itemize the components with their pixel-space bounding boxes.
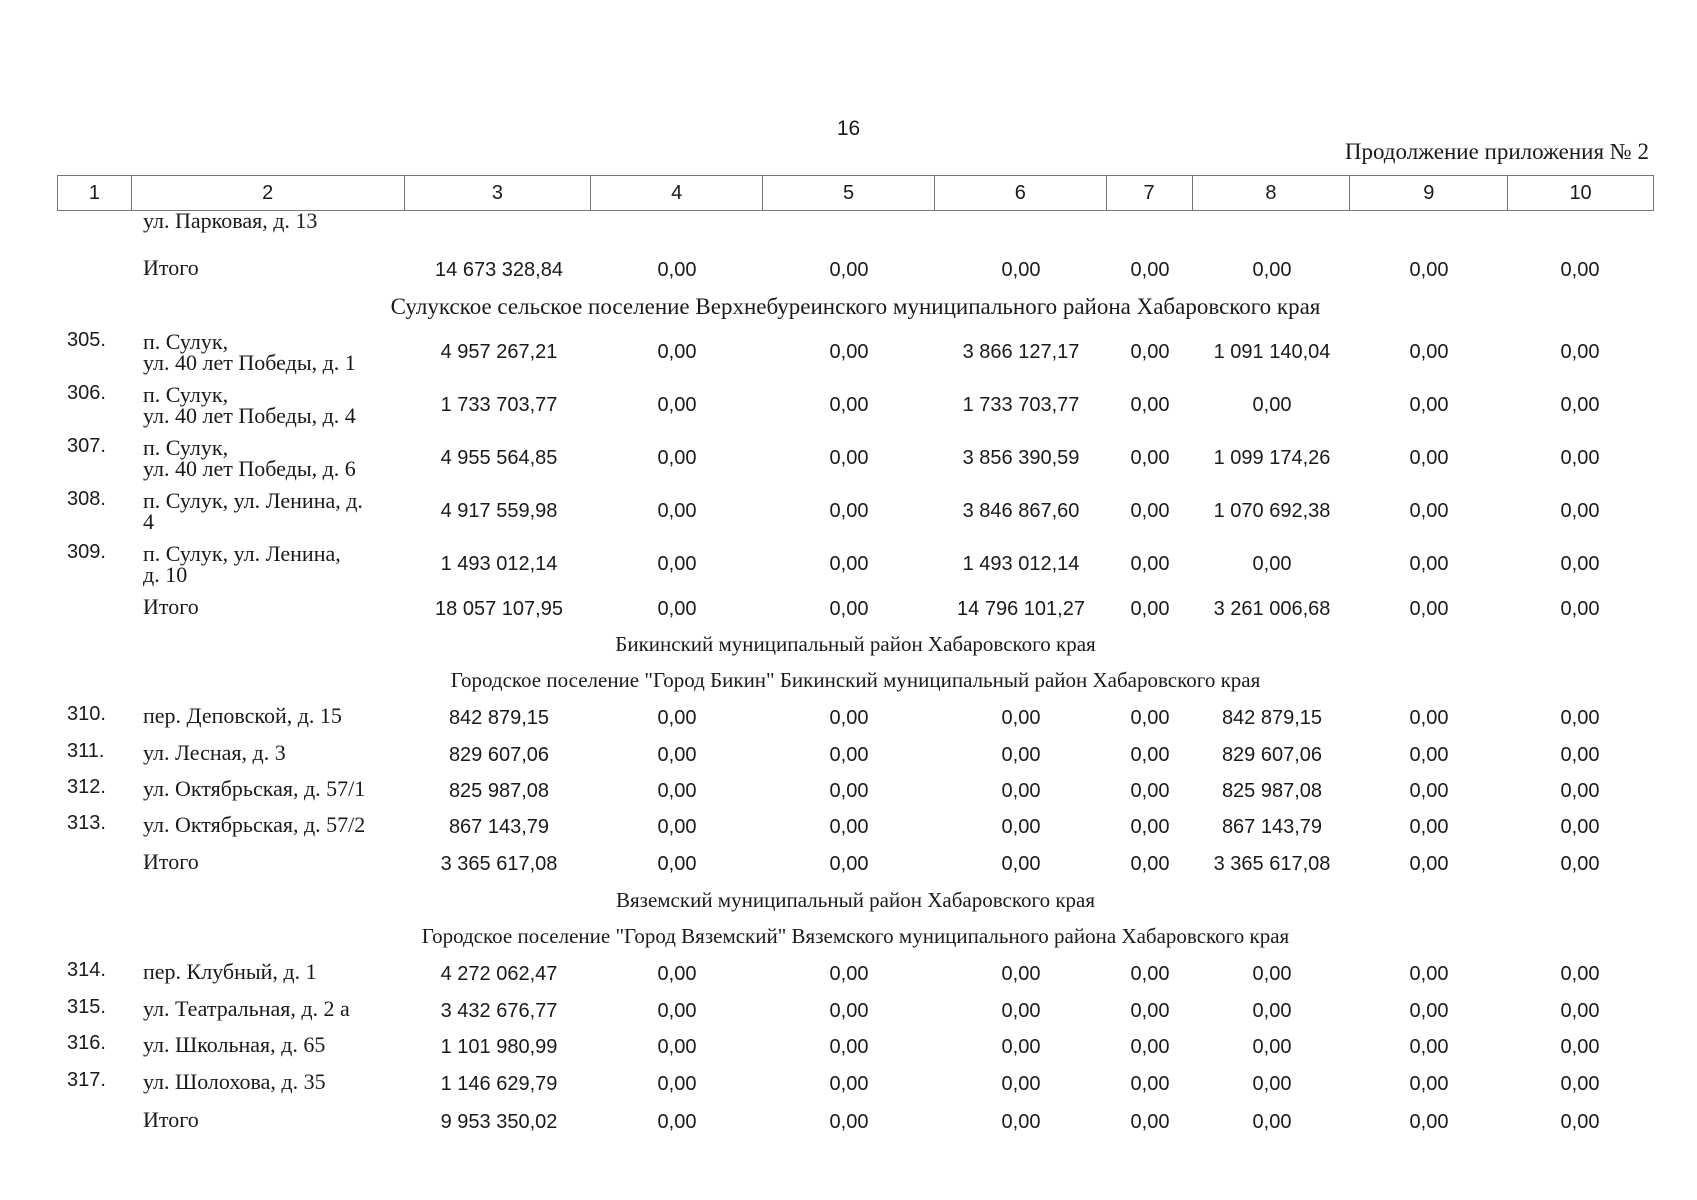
- value-cell-col-8: 842 879,15: [1221, 707, 1323, 729]
- value-cell-col-4: 0,00: [657, 259, 697, 281]
- value-cell-col-9: 0,00: [1409, 963, 1449, 985]
- value-cell-col-8: 0,00: [1252, 1073, 1292, 1095]
- value-cell-col-5: 0,00: [829, 707, 869, 729]
- value-cell-col-9: 0,00: [1409, 707, 1449, 729]
- section-title: Городское поселение "Город Бикин" Бикинский муниципальный район Хабаровского края: [450, 668, 1261, 692]
- value-cell-col-3: 842 879,15: [448, 707, 550, 729]
- value-cell-col-6: 1 493 012,14: [962, 553, 1080, 575]
- value-cell-col-8: 825 987,08: [1221, 780, 1323, 802]
- value-cell-col-5: 0,00: [829, 1073, 869, 1095]
- value-cell-col-4: 0,00: [657, 963, 697, 985]
- value-cell-col-3: 4 955 564,85: [440, 447, 558, 469]
- value-cell-col-3: 3 365 617,08: [440, 853, 558, 875]
- row-number: 315.: [67, 996, 106, 1018]
- value-cell-col-6: 14 796 101,27: [957, 598, 1085, 620]
- value-cell-col-9: 0,00: [1409, 816, 1449, 838]
- value-cell-col-7: 0,00: [1130, 598, 1170, 620]
- value-cell-col-7: 0,00: [1130, 963, 1170, 985]
- header-col-7: 7: [1107, 176, 1193, 210]
- value-cell-col-8: 0,00: [1252, 1036, 1292, 1058]
- value-cell-col-10: 0,00: [1560, 259, 1600, 281]
- address-line: п. Сулук,: [143, 329, 229, 354]
- value-cell-col-7: 0,00: [1130, 259, 1170, 281]
- value-cell-col-4: 0,00: [657, 816, 697, 838]
- value-cell-col-7: 0,00: [1130, 447, 1170, 469]
- value-cell-col-3: 4 272 062,47: [440, 963, 558, 985]
- address-line: ул. 40 лет Победы, д. 6: [143, 456, 356, 481]
- value-cell-col-7: 0,00: [1130, 707, 1170, 729]
- value-cell-col-5: 0,00: [829, 500, 869, 522]
- value-cell-col-5: 0,00: [829, 1111, 869, 1133]
- value-cell-col-5: 0,00: [829, 447, 869, 469]
- value-cell-col-9: 0,00: [1409, 341, 1449, 363]
- value-cell-col-3: 1 146 629,79: [440, 1073, 558, 1095]
- row-number: 316.: [67, 1032, 106, 1054]
- value-cell-col-5: 0,00: [829, 963, 869, 985]
- table-row: [57, 740, 1654, 770]
- address-line: п. Сулук,: [143, 382, 229, 407]
- value-cell-col-8: 0,00: [1252, 963, 1292, 985]
- row-number: 311.: [67, 740, 105, 762]
- header-col-3: 3: [405, 176, 592, 210]
- header-col-9: 9: [1350, 176, 1508, 210]
- value-cell-col-5: 0,00: [829, 341, 869, 363]
- value-cell-col-9: 0,00: [1409, 553, 1449, 575]
- value-cell-col-8: 1 091 140,04: [1213, 341, 1331, 363]
- row-number: 309.: [67, 541, 106, 563]
- address-line: ул. 40 лет Победы, д. 4: [143, 403, 356, 428]
- value-cell-col-10: 0,00: [1560, 394, 1600, 416]
- value-cell-col-9: 0,00: [1409, 394, 1449, 416]
- value-cell-col-7: 0,00: [1130, 1000, 1170, 1022]
- address-line: п. Сулук, ул. Ленина,: [143, 541, 341, 566]
- value-cell-col-10: 0,00: [1560, 744, 1600, 766]
- value-cell-col-5: 0,00: [829, 744, 869, 766]
- total-label: Итого: [143, 594, 199, 619]
- value-cell-col-10: 0,00: [1560, 447, 1600, 469]
- row-number: 317.: [67, 1069, 106, 1091]
- table-row: [57, 329, 1654, 375]
- value-cell-col-3: 829 607,06: [448, 744, 550, 766]
- value-cell-col-3: 3 432 676,77: [440, 1000, 558, 1022]
- address-line: 4: [143, 509, 154, 534]
- row-number: 305.: [67, 329, 106, 351]
- value-cell-col-5: 0,00: [829, 780, 869, 802]
- value-cell-col-9: 0,00: [1409, 744, 1449, 766]
- value-cell-col-5: 0,00: [829, 394, 869, 416]
- row-number: 310.: [67, 703, 106, 725]
- table-row: [57, 1069, 1654, 1099]
- value-cell-col-3: 9 953 350,02: [440, 1111, 558, 1133]
- value-cell-col-4: 0,00: [657, 553, 697, 575]
- value-cell-col-8: 1 099 174,26: [1213, 447, 1331, 469]
- value-cell-col-10: 0,00: [1560, 553, 1600, 575]
- value-cell-col-4: 0,00: [657, 500, 697, 522]
- value-cell-col-7: 0,00: [1130, 553, 1170, 575]
- value-cell-col-6: 0,00: [1001, 707, 1041, 729]
- value-cell-col-6: 0,00: [1001, 1073, 1041, 1095]
- value-cell-col-3: 1 733 703,77: [440, 394, 558, 416]
- value-cell-col-4: 0,00: [657, 1000, 697, 1022]
- value-cell-col-8: 3 365 617,08: [1213, 853, 1331, 875]
- header-col-10: 10: [1569, 181, 1592, 204]
- value-cell-col-4: 0,00: [657, 1111, 697, 1133]
- value-cell-col-5: 0,00: [829, 853, 869, 875]
- value-cell-col-6: 0,00: [1001, 816, 1041, 838]
- value-cell-col-5: 0,00: [829, 553, 869, 575]
- table-row: [57, 996, 1654, 1026]
- value-cell-col-9: 0,00: [1409, 1073, 1449, 1095]
- table-header: [57, 175, 1654, 211]
- value-cell-col-4: 0,00: [657, 394, 697, 416]
- value-cell-col-10: 0,00: [1560, 341, 1600, 363]
- value-cell-col-6: 0,00: [1001, 1111, 1041, 1133]
- value-cell-col-3: 1 493 012,14: [440, 553, 558, 575]
- value-cell-col-5: 0,00: [829, 259, 869, 281]
- value-cell-col-6: 3 866 127,17: [962, 341, 1080, 363]
- value-cell-col-6: 3 846 867,60: [962, 500, 1080, 522]
- table-row: [57, 812, 1654, 842]
- header-col-8: 8: [1193, 176, 1351, 210]
- value-cell-col-7: 0,00: [1130, 816, 1170, 838]
- value-cell-col-8: 829 607,06: [1221, 744, 1323, 766]
- address-line: пер. Деповской, д. 15: [143, 703, 342, 728]
- value-cell-col-3: 825 987,08: [448, 780, 550, 802]
- value-cell-col-9: 0,00: [1409, 500, 1449, 522]
- value-cell-col-8: 1 070 692,38: [1213, 500, 1331, 522]
- value-cell-col-8: 0,00: [1252, 1000, 1292, 1022]
- row-number: 308.: [67, 488, 106, 510]
- header-col-1: 1: [58, 176, 132, 210]
- value-cell-col-7: 0,00: [1130, 341, 1170, 363]
- total-row: [57, 849, 1654, 879]
- section-title: Городское поселение "Город Вяземский" Вяземского муниципального района Хабаровского края: [421, 924, 1290, 948]
- value-cell-col-10: 0,00: [1560, 1036, 1600, 1058]
- value-cell-col-7: 0,00: [1130, 1036, 1170, 1058]
- address-line: ул. 40 лет Победы, д. 1: [143, 350, 356, 375]
- table-row: [57, 703, 1654, 733]
- value-cell-col-4: 0,00: [657, 853, 697, 875]
- value-cell-col-9: 0,00: [1409, 853, 1449, 875]
- value-cell-col-4: 0,00: [657, 1073, 697, 1095]
- value-cell-col-8: 0,00: [1252, 259, 1292, 281]
- address-line: пер. Клубный, д. 1: [143, 959, 317, 984]
- address-line: п. Сулук, ул. Ленина, д.: [143, 488, 363, 513]
- total-row: [57, 1107, 1654, 1137]
- value-cell-col-10: 0,00: [1560, 963, 1600, 985]
- address-line: ул. Лесная, д. 3: [143, 740, 286, 765]
- value-cell-col-5: 0,00: [829, 598, 869, 620]
- value-cell-col-5: 0,00: [829, 1036, 869, 1058]
- table-row: [57, 435, 1654, 481]
- value-cell-col-10: 0,00: [1560, 853, 1600, 875]
- table-row: [57, 959, 1654, 989]
- row-number: 307.: [67, 435, 106, 457]
- value-cell-col-7: 0,00: [1130, 500, 1170, 522]
- value-cell-col-3: 867 143,79: [448, 816, 550, 838]
- value-cell-col-9: 0,00: [1409, 1000, 1449, 1022]
- value-cell-col-6: 1 733 703,77: [962, 394, 1080, 416]
- value-cell-col-6: 0,00: [1001, 1000, 1041, 1022]
- value-cell-col-10: 0,00: [1560, 816, 1600, 838]
- value-cell-col-3: 18 057 107,95: [435, 598, 563, 620]
- value-cell-col-7: 0,00: [1130, 744, 1170, 766]
- value-cell-col-4: 0,00: [657, 780, 697, 802]
- header-col-2: 2: [132, 176, 405, 210]
- table-row: [57, 541, 1654, 587]
- page-number: 16: [836, 117, 861, 140]
- value-cell-col-9: 0,00: [1409, 447, 1449, 469]
- value-cell-col-3: 1 101 980,99: [440, 1036, 558, 1058]
- table-row: [57, 382, 1654, 428]
- total-label: Итого: [143, 849, 199, 874]
- value-cell-col-7: 0,00: [1130, 1073, 1170, 1095]
- header-col-6: 6: [935, 176, 1107, 210]
- value-cell-col-6: 0,00: [1001, 1036, 1041, 1058]
- total-label: Итого: [143, 1107, 199, 1132]
- address-line: ул. Театральная, д. 2 а: [143, 996, 350, 1021]
- section-title: Сулукское сельское поселение Верхнебуреинского муниципального района Хабаровского края: [390, 294, 1321, 319]
- address-line: ул. Октябрьская, д. 57/1: [143, 776, 366, 801]
- total-label: Итого: [143, 255, 199, 280]
- row-number: 312.: [67, 776, 106, 798]
- table-row: [57, 776, 1654, 806]
- value-cell-col-7: 0,00: [1130, 1111, 1170, 1133]
- address-line: ул. Октябрьская, д. 57/2: [143, 812, 366, 837]
- address-line: ул. Школьная, д. 65: [143, 1032, 326, 1057]
- value-cell-col-8: 867 143,79: [1221, 816, 1323, 838]
- value-cell-col-7: 0,00: [1130, 780, 1170, 802]
- address-line: д. 10: [143, 562, 188, 587]
- value-cell-col-6: 0,00: [1001, 259, 1041, 281]
- value-cell-col-4: 0,00: [657, 598, 697, 620]
- carryover-row: [57, 210, 1654, 240]
- district-title: Вяземский муниципальный район Хабаровского края: [615, 888, 1095, 912]
- value-cell-col-8: 0,00: [1252, 394, 1292, 416]
- value-cell-col-10: 0,00: [1560, 780, 1600, 802]
- value-cell-col-6: 0,00: [1001, 963, 1041, 985]
- appendix-title: Продолжение приложения № 2: [1344, 139, 1649, 164]
- value-cell-col-10: 0,00: [1560, 598, 1600, 620]
- total-row: [57, 255, 1654, 285]
- value-cell-col-9: 0,00: [1409, 1111, 1449, 1133]
- value-cell-col-9: 0,00: [1409, 780, 1449, 802]
- value-cell-col-9: 0,00: [1409, 1036, 1449, 1058]
- value-cell-col-7: 0,00: [1130, 394, 1170, 416]
- row-number: 313.: [67, 812, 106, 834]
- value-cell-col-3: 4 917 559,98: [440, 500, 558, 522]
- value-cell-col-4: 0,00: [657, 707, 697, 729]
- value-cell-col-7: 0,00: [1130, 853, 1170, 875]
- value-cell-col-6: 0,00: [1001, 780, 1041, 802]
- table-row: [57, 488, 1654, 534]
- table-row: [57, 1032, 1654, 1062]
- value-cell-col-5: 0,00: [829, 1000, 869, 1022]
- value-cell-col-3: 4 957 267,21: [440, 341, 558, 363]
- value-cell-col-10: 0,00: [1560, 1111, 1600, 1133]
- value-cell-col-9: 0,00: [1409, 259, 1449, 281]
- value-cell-col-10: 0,00: [1560, 707, 1600, 729]
- header-col-5: 5: [763, 176, 935, 210]
- value-cell-col-4: 0,00: [657, 744, 697, 766]
- header-col-4: 4: [591, 176, 763, 210]
- value-cell-col-3: 14 673 328,84: [435, 259, 563, 281]
- district-title: Бикинский муниципальный район Хабаровского края: [615, 632, 1096, 656]
- total-row: [57, 594, 1654, 624]
- value-cell-col-4: 0,00: [657, 341, 697, 363]
- value-cell-col-6: 3 856 390,59: [962, 447, 1080, 469]
- address-line: п. Сулук,: [143, 435, 229, 460]
- value-cell-col-6: 0,00: [1001, 744, 1041, 766]
- value-cell-col-9: 0,00: [1409, 598, 1449, 620]
- value-cell-col-10: 0,00: [1560, 1000, 1600, 1022]
- value-cell-col-4: 0,00: [657, 1036, 697, 1058]
- value-cell-col-10: 0,00: [1560, 1073, 1600, 1095]
- address-line: ул. Парковая, д. 13: [143, 208, 318, 233]
- value-cell-col-8: 0,00: [1252, 553, 1292, 575]
- value-cell-col-6: 0,00: [1001, 853, 1041, 875]
- value-cell-col-10: 0,00: [1560, 500, 1600, 522]
- value-cell-col-8: 3 261 006,68: [1213, 598, 1331, 620]
- value-cell-col-5: 0,00: [829, 816, 869, 838]
- value-cell-col-8: 0,00: [1252, 1111, 1292, 1133]
- value-cell-col-4: 0,00: [657, 447, 697, 469]
- row-number: 306.: [67, 382, 106, 404]
- address-line: ул. Шолохова, д. 35: [143, 1069, 326, 1094]
- row-number: 314.: [67, 959, 106, 981]
